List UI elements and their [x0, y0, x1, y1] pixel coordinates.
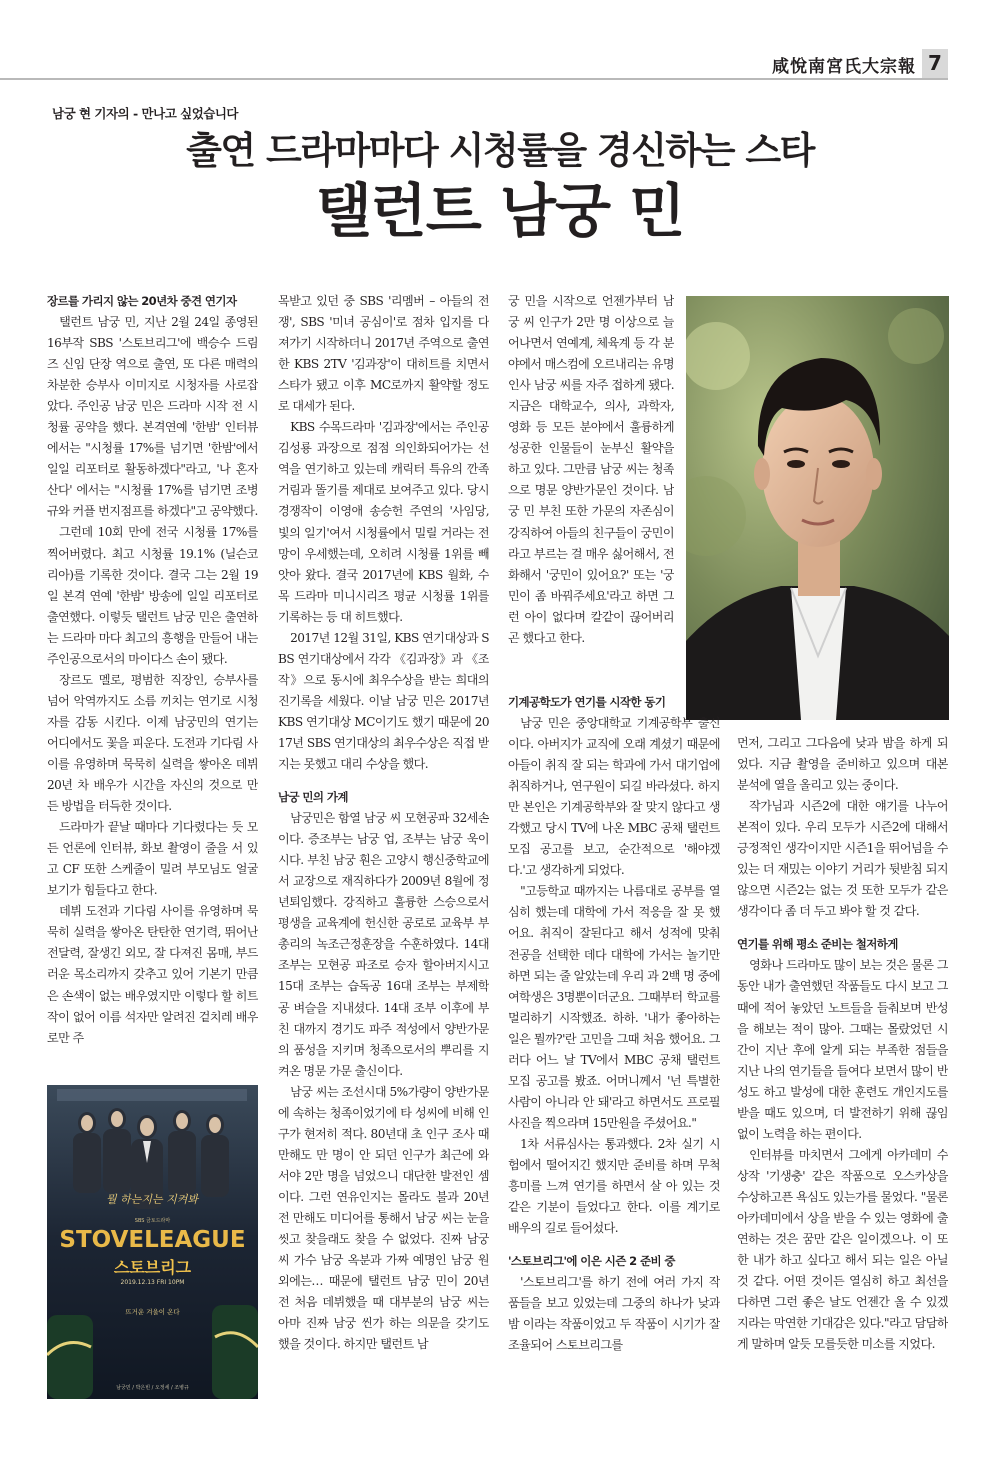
poster-title-english: STOVELEAGUE — [59, 1227, 246, 1253]
paragraph: 탤런트 남궁 민, 지난 2월 24일 종영된 16부작 SBS '스토브리그'에 백승수 드림즈 신임 단장 역으로 출연, 또 다른 매력의 차분한 승부사 이미지로 시청자를 사로잡았다. 주인공 남궁 민은 드라마 시작 전 시청률 공약을 했다. 본격연예 '한밤' 인터뷰에서는 "시청률 17%를 넘기면 '한밤'에서 일일 리포터로 활동하겠다"라고, '나 혼자 산다' 에서는 "시청률 17%를 넘기면 조병규와 커플 번지점프를 하겠다"고 공약했다. — [47, 315, 258, 519]
paragraph: 장르도 멜로, 평범한 직장인, 승부사를 넘어 악역까지도 소름 끼치는 연기로 시청자를 감동 시킨다. 이제 남궁민의 연기는 어디에서도 꽃을 피운다. 도전과 기다림 사이를 유영하며 묵묵히 실력을 쌓아온 데뷔 20년 차 배우가 시간을 자신의 것으로 만든 방법을 터득한 것이다. — [47, 672, 258, 814]
poster-network-label: SBS 금토드라마 — [134, 1218, 171, 1224]
paragraph: 2017년 12월 31일, KBS 연기대상과 SBS 연기대상에서 각각 《김과장》과 《조작》으로 동시에 최우수상을 받는 희대의 진기록을 세웠다. 이날 남궁 민은 2017년 KBS 연기대상 MC이기도 했기 때문에 2017년 SBS 연기대상의 최우수상은 직접 받지는 못했고 대리 수상을 했다. — [278, 630, 489, 772]
paragraph: '스토브리그'를 하기 전에 여러 가지 작품들을 보고 있었는데 그중의 하나가 낮과 밤 이라는 작품이었고 두 작품이 시기가 잘 조율되어 스토브리그를 — [508, 1275, 720, 1353]
article-kicker: 남궁 현 기자의 - 만나고 싶었습니다 — [52, 106, 238, 121]
paragraph: 남궁 씨는 조선시대 5%가량이 양반가문에 속하는 청족이었기에 타 성씨에 비해 인구가 현저히 적다. 80년대 초 인구 조사 때 만해도 만 명이 안 되던 인구가 최근에 와서야 2만 명을 넘었으니 대단한 발전인 셈이다. 그런 연유인지는 몰라도 불과 20년 전 만해도 미디어를 통해서 남궁 씨는 눈을 씻고 찾을래도 찾을 수 없었다. 진짜 남궁 씨 가수 남궁 옥분과 가짜 예명인 남궁 원 외에는… 때문에 탤런트 남궁 민이 20년 전 처음 데뷔했을 때 대부분의 남궁 씨는 아마 진짜 남궁 씬가 하는 의문을 갖기도 했을 것이다. 하지만 탤런트 남 — [278, 1084, 489, 1352]
paragraph: 드라마가 끝날 때마다 기다렸다는 듯 모든 언론에 인터뷰, 화보 촬영이 줄을 서 있고 CF 또한 스케줄이 밀려 부모님도 얼굴 보기가 힘들다고 한다. — [47, 820, 258, 898]
paragraph: 데뷔 도전과 기다림 사이를 유영하며 묵묵히 실력을 쌓아온 탄탄한 연기력, 뛰어난 전달력, 잘생긴 외모, 잘 다져진 몸매, 부드러운 목소리까지 갖추고 있어 기본기 만큼은 손색이 없는 배우였지만 이렇다 할 히트작이 없어 이름 석자만 알려진 겉치레 배우로만 주 — [47, 904, 258, 1045]
page-number: 7 — [922, 49, 948, 78]
paragraph: 그런데 10회 만에 전국 시청률 17%를 찍어버렸다. 최고 시청률 19.1% (닐슨코리아)를 기록한 것이다. 결국 그는 2월 19일 본격 연예 '한밤' 방송에 일일 리포터로 출연했다. 이렇듯 탤런트 남궁 민은 출연하는 드라마 마다 최고의 흥행을 만들어 내는 주인공으로서의 마이다스 손이 됐다. — [47, 525, 258, 666]
paragraph: 작가님과 시즌2에 대한 얘기를 나누어 본적이 있다. 우리 모두가 시즌2에 대해서 긍정적인 생각이지만 시즌1을 뛰어넘을 수 있는 더 재밌는 이야기 거리가 뒷받침 되지 않으면 시즌2는 없는 것 또한 모두가 같은 생각이다 좀 더 두고 봐야 할 것 같다. — [737, 799, 948, 919]
article-column-3-bottom — [508, 692, 720, 1404]
paragraph: 남궁 민은 중앙대학교 기계공학부 출신이다. 아버지가 교직에 오래 계셨기 때문에 아들이 취직 잘 되는 학과에 가서 대기업에 취직하거나, 연구원이 되길 바라셨다. 하지만 본인은 기계공학부와 잘 맞지 않다고 생각했고 당시 TV에 나온 MBC 공채 탤런트 모집 공고를 보고, 순간적으로 '해야겠다.'고 생각하게 되었다. — [508, 716, 720, 878]
poster-cast: 남궁민 / 박은빈 / 오정세 / 조병규 — [116, 1385, 189, 1391]
paragraph: 궁 민을 시작으로 언젠가부터 남궁 씨 인구가 2만 명 이상으로 늘어나면서 연예계, 체육계 등 각 분야에서 매스컴에 오르내리는 유명 인사 남궁 씨를 자주 접하게 됐다. 지금은 대학교수, 의사, 과학자, 영화 등 모든 분야에서 훌륭하게 성공한 인물들이 눈부신 활약을 하고 있다. 그만큼 남궁 씨는 청족으로 명문 양반가문인 것이다. 남궁 민 부친 또한 가문의 자존심이 강직하여 아들의 친구들이 궁민이라고 부르는 걸 매우 싫어해서, 전화해서 '궁민이 있어요?' 또는 '궁민이 좀 바꿔주세요'라고 하면 그런 아이 없다며 칼같이 끊어버리곤 했다고 한다. — [508, 294, 674, 645]
paragraph: KBS 수목드라마 '김과장'에서는 주인공 김성룡 과장으로 점점 의인화되어가는 선역을 연기하고 있는데 캐릭터 특유의 깐족거림과 똘기를 제대로 보여주고 있다. 당시 경쟁작이 이영애 송승헌 주연의 '사임당, 빛의 일기'여서 시청률에서 밀릴 거라는 전망이 우세했는데, 오히려 시청률 1위를 빼앗아 왔다. 결국 2017년에 KBS 월화, 수목 드라마 미니시리즈 평균 시청률 1위를 기록하는 등 대 히트했다. — [278, 420, 489, 624]
section-heading: 기계공학도가 연기를 시작한 동기 — [508, 695, 666, 709]
article-column-4 — [737, 733, 948, 1404]
poster-script-text: 뭘 하는지는 지켜봐 — [105, 1193, 199, 1206]
paragraph: 남궁민은 함열 남궁 씨 모현공파 32세손이다. 증조부는 남궁 업, 조부는 남궁 욱이시다. 부친 남궁 훤은 고양시 행신중학교에서 교장으로 재직하다가 2009년 8월에 정년퇴임했다. 강직하고 훌륭한 스승으로서 평생을 교육계에 헌신한 공로로 교육부 부총리의 녹조근정훈장을 수훈하였다. 14대 조부는 모현공 파조로 승자 할아버지시고 15대 조부는 습독공 16대 조부는 부제학공 벼슬을 지내셨다. 14대 조부 이후에 부친 대까지 경기도 파주 적성에서 양반가문의 품성을 지키며 청족으로서의 뿌리를 지켜온 명문 가문 출신이다. — [278, 811, 489, 1078]
actor-portrait-photo — [686, 296, 949, 720]
stoveleague-poster — [47, 1085, 258, 1399]
article-column-1 — [47, 291, 258, 1087]
headline-line-1: 출연 드라마마다 시청률을 경신하는 스타 — [186, 129, 814, 172]
section-heading: 남궁 민의 가계 — [278, 790, 348, 805]
headline-line-2: 탤런트 남궁 민 — [315, 177, 685, 245]
header-divider — [0, 78, 948, 80]
article-column-2 — [278, 291, 489, 1404]
article-column-3-top — [508, 291, 674, 681]
poster-tagline: 뜨거운 겨울이 온다 — [125, 1308, 180, 1316]
poster-title-korean: 스토브리그 — [113, 1258, 192, 1277]
newspaper-name: 咸悅南宮氏大宗報 — [772, 57, 916, 77]
poster-air-date: 2019.12.13 FRI 10PM — [120, 1279, 185, 1286]
section-heading: 연기를 위해 평소 준비는 철저하게 — [737, 937, 898, 952]
paragraph: "고등학교 때까지는 나름대로 공부를 열심히 했는데 대학에 가서 적응을 잘 못 했어요. 취직이 잘된다고 해서 성적에 맞춰 전공을 선택한 데다 대학에 가서는 놀기만 하면 되는 줄 알았는데 우리 과 2백 명 중에 여학생은 3명뿐이더군요. 그때부터 학교를 멀리하기 시작했죠. 하하. '내가 좋아하는 일은 뭘까?'란 고민을 그때 처음 했어요. 그러다 어느 날 TV에서 MBC 공채 탤런트 모집 공고를 봤죠. 어머니께서 '넌 특별한 사람이 아니라 안 돼'라고 하면서도 프로필 사진을 찍으라며 15만원을 주셨어요." — [508, 884, 720, 1130]
section-heading: '스토브리그'에 이은 시즌 2 준비 중 — [508, 1254, 675, 1269]
portrait-illustration — [686, 296, 949, 720]
paragraph: 1차 서류심사는 통과했다. 2차 실기 시험에서 떨어지긴 했지만 준비를 하며 무척 흥미를 느껴 연기를 하면서 살 아 있는 것 같은 기분이 들었다고 한다. 이를 계기로 배우의 길로 들어섰다. — [508, 1136, 720, 1236]
paragraph: 목받고 있던 중 SBS '리멤버 – 아들의 전쟁', SBS '미녀 공심이'로 점차 입지를 다져가기 시작하더니 2017년 주역으로 출연한 KBS 2TV '김과장'이 대히트를 치면서 스타가 됐고 이후 MC로까지 활약할 정도로 대세가 된다. — [278, 294, 489, 414]
paragraph: 먼저, 그리고 그다음에 낮과 밤을 하게 되었다. 지금 촬영을 준비하고 있으며 대본 분석에 열을 올리고 있는 중이다. — [737, 736, 948, 793]
section-heading: 장르를 가리지 않는 20년차 중견 연기자 — [47, 294, 237, 308]
paragraph: 영화나 드라마도 많이 보는 것은 물론 그동안 내가 출연했던 작품들도 다시 보고 그 때에 적어 놓았던 노트들을 들춰보며 반성을 해보는 적이 많아. 그때는 몰랐었던 시간이 지난 후에 알게 되는 부족한 점들을 지난 나의 연기들을 들여다 보면서 많이 반성도 하고 발성에 대한 훈련도 개인지도를 받을 때도 있으며, 더 발전하기 위해 끊임없이 노력을 하는 편이다. — [737, 958, 948, 1141]
paragraph: 인터뷰를 마치면서 그에게 아카데미 수상작 '기생충' 같은 작품으로 오스카상을 수상하고픈 욕심도 있는가를 물었다. "물론 아카데미에서 상을 받을 수 있는 영화에 출연하는 것은 꿈만 같은 일이겠으나. 이 또한 내가 하고 싶다고 해서 되는 일은 아닐 것 같다. 어떤 것이든 열심히 하고 최선을 다하면 그런 좋은 날도 언젠간 올 수 있겠지라는 막연한 기대감은 있다."라고 담담하게 말하며 알듯 모를듯한 미소를 지었다. — [737, 1147, 948, 1352]
